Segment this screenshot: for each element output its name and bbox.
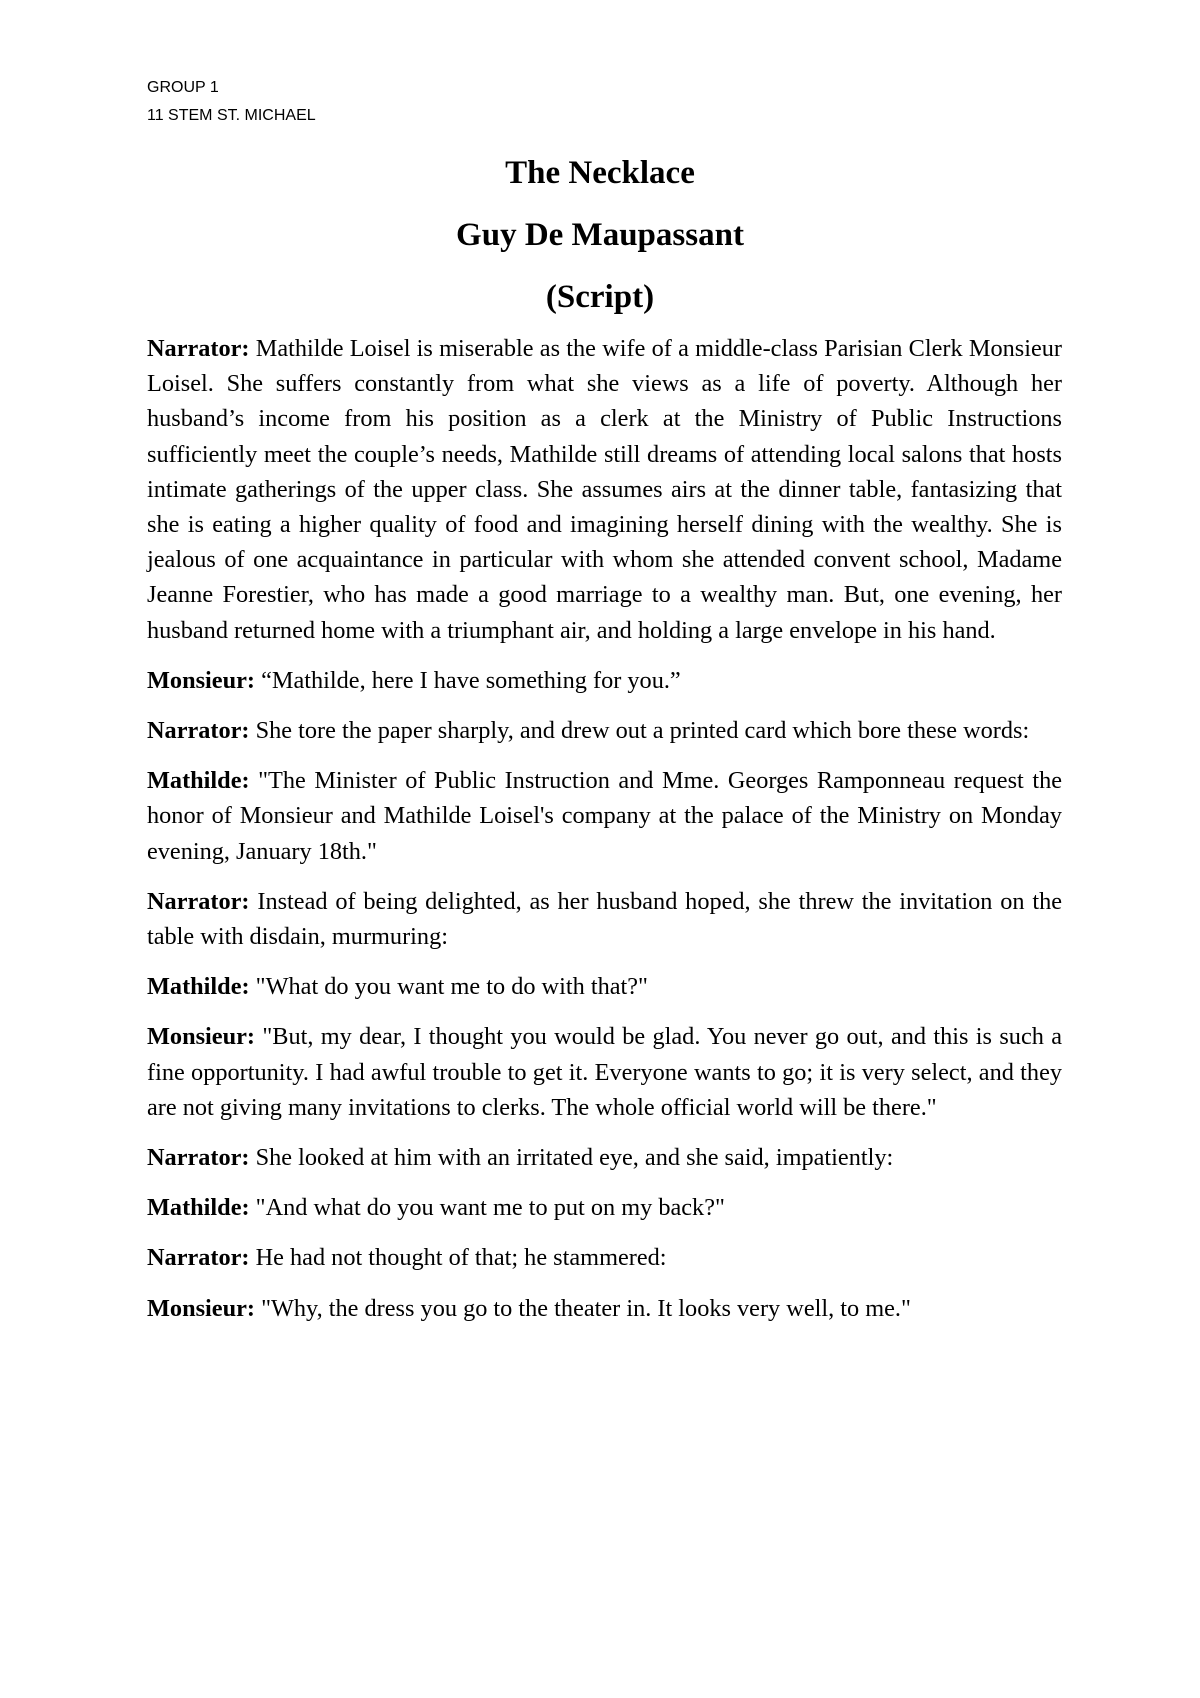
dialogue-text: He had not thought of that; he stammered: (255, 1244, 667, 1272)
script-line (147, 1240, 1062, 1275)
script-body (147, 331, 1062, 1341)
speaker-label: Mathilde: (147, 1194, 250, 1222)
speaker-label: Monsieur: (147, 666, 255, 694)
dialogue-text: "The Minister of Public Instruction and Mme. Georges Ramponneau request the honor of Monsieur and Mathilde Loisel's company at the palace of the Ministry on Monday evening, January 18th." (147, 767, 1063, 865)
dialogue-text: “Mathilde, here I have something for you.” (261, 666, 681, 694)
speaker-label: Narrator: (147, 335, 250, 362)
dialogue-text: Instead of being delighted, as her husband hoped, she threw the invitation on the table with disdain, murmuring: (147, 887, 1062, 951)
script-line (147, 1190, 1062, 1225)
document-header (147, 74, 316, 130)
speaker-label: Narrator: (147, 1244, 250, 1272)
script-line (147, 763, 1062, 869)
script-line (147, 1019, 1062, 1125)
speaker-label: Monsieur: (147, 1023, 255, 1051)
document-subtitle: (Script) (545, 279, 655, 315)
section-label: 11 STEM ST. MICHAEL (147, 107, 316, 124)
dialogue-text: Mathilde Loisel is miserable as the wife of a middle-class Parisian Clerk Monsieur Loisel. She suffers constantly from what she views as a life of poverty. Although her husband’s income from his position as a clerk at the Ministry of Public Instructions sufficiently meet the couple’s needs, Mathilde still dreams of attending local salons that hosts intimate gatherings of the upper class. She assumes airs at the dinner table, fantasizing that she is eating a higher quality of food and imagining herself dining with the wealthy. She is jealous of one acquaintance in particular with whom she attended convent school, Madame Jeanne Forestier, who has made a good marriage to a wealthy man. But, one evening, her husband returned home with a triumphant air, and holding a large envelope in his hand. (147, 335, 1062, 644)
script-line (147, 713, 1062, 748)
dialogue-text: She looked at him with an irritated eye, and she said, impatiently: (255, 1144, 894, 1172)
script-line (147, 1140, 1062, 1175)
dialogue-text: "Why, the dress you go to the theater in. It looks very well, to me." (261, 1294, 911, 1322)
speaker-label: Mathilde: (147, 973, 250, 1001)
script-line (147, 884, 1062, 954)
script-line (147, 331, 1062, 648)
script-line (147, 1291, 1062, 1326)
dialogue-text: "What do you want me to do with that?" (255, 973, 648, 1001)
dialogue-text: She tore the paper sharply, and drew out a printed card which bore these words: (255, 717, 1030, 745)
script-line (147, 969, 1062, 1004)
document-title: The Necklace (505, 155, 695, 191)
speaker-label: Narrator: (147, 717, 250, 745)
speaker-label: Mathilde: (147, 767, 250, 795)
speaker-label: Narrator: (147, 1144, 250, 1172)
author-name: Guy De Maupassant (456, 217, 744, 253)
dialogue-text: "But, my dear, I thought you would be glad. You never go out, and this is such a fine opportunity. I had awful trouble to get it. Everyone wants to go; it is very select, and they are not giving many invitations to clerks. The whole official world will be there." (147, 1023, 1062, 1121)
dialogue-text: "And what do you want me to put on my back?" (255, 1194, 725, 1222)
group-label: GROUP 1 (147, 79, 219, 96)
speaker-label: Monsieur: (147, 1294, 255, 1322)
script-line (147, 663, 1062, 698)
title-block (0, 142, 1200, 328)
speaker-label: Narrator: (147, 887, 250, 915)
